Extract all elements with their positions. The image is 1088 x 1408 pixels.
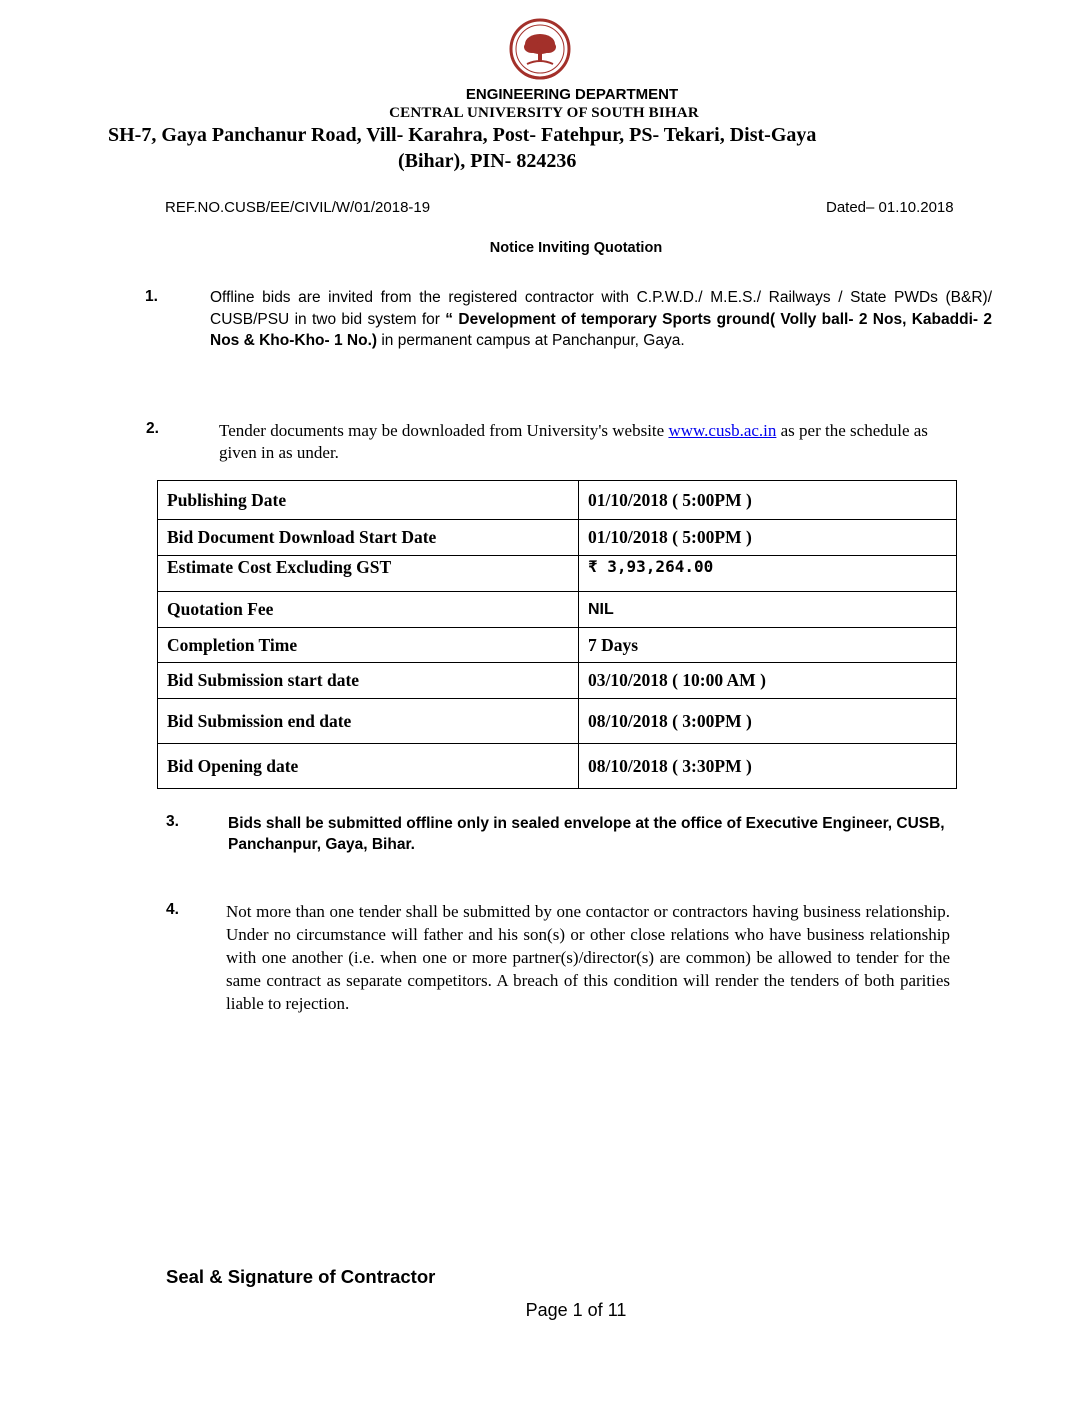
reference-number: REF.NO.CUSB/EE/CIVIL/W/01/2018-19 (165, 199, 431, 216)
para-1-text-before: Offline bids are invited from the registered contractor with C.P.W.D./ M.E.S./ Railways / State PWDs (B&R)/ CUSB/PSU in two bid system for (210, 289, 992, 328)
university-logo (509, 18, 571, 84)
schedule-value: ₹ 3,93,264.00 (579, 556, 957, 592)
schedule-value: 03/10/2018 ( 10:00 AM ) (579, 663, 957, 699)
schedule-value: NIL (579, 592, 957, 628)
page-number: Page 1 of 11 (525, 1300, 627, 1320)
table-row (158, 592, 957, 628)
seal-signature-label: Seal & Signature of Contractor (166, 1266, 436, 1287)
schedule-label: Publishing Date (158, 481, 579, 520)
table-row (158, 663, 957, 699)
para-4-number: 4. (166, 901, 179, 918)
schedule-table (157, 480, 957, 789)
schedule-label: Bid Document Download Start Date (158, 520, 579, 556)
address-line-2: (Bihar), PIN- 824236 (398, 150, 577, 172)
schedule-label: Bid Submission end date (158, 699, 579, 744)
notice-title: Notice Inviting Quotation (489, 240, 663, 256)
schedule-value: 08/10/2018 ( 3:00PM ) (579, 699, 957, 744)
schedule-label: Bid Opening date (158, 744, 579, 789)
table-row (158, 520, 957, 556)
para-3-number: 3. (166, 813, 179, 830)
table-row (158, 744, 957, 789)
table-row (158, 556, 957, 592)
table-row (158, 481, 957, 520)
schedule-value: 01/10/2018 ( 5:00PM ) (579, 481, 957, 520)
department-heading: ENGINEERING DEPARTMENT (465, 86, 679, 103)
para-3: Bids shall be submitted offline only in sealed envelope at the office of Executive Engineer, CUSB, Panchanpur, Gaya, Bihar. (228, 815, 945, 853)
para-2 (219, 420, 954, 464)
schedule-value: 7 Days (579, 628, 957, 663)
schedule-label: Bid Submission start date (158, 663, 579, 699)
schedule-label: Estimate Cost Excluding GST (158, 556, 579, 592)
schedule-label: Quotation Fee (158, 592, 579, 628)
para-2-text-before: Tender documents may be downloaded from University's website (219, 421, 669, 440)
para-4: Not more than one tender shall be submitted by one contactor or contractors having business relationship. Under no circumstance will father and his son(s) or other close relations who have business relationship with one another (i.e. when one or more partner(s)/director(s) are common) be allowed to tender for the same contract as separate competitors. A breach of this condition will render the tenders of both parities liable to rejection. (226, 902, 950, 1013)
address-line-1: SH-7, Gaya Panchanur Road, Vill- Karahra, Post- Fatehpur, PS- Tekari, Dist-Gaya (108, 124, 817, 146)
para-1-text-after: in permanent campus at Panchanpur, Gaya. (377, 332, 685, 349)
para-1-number: 1. (145, 288, 158, 305)
para-2-number: 2. (146, 420, 159, 437)
schedule-value: 08/10/2018 ( 3:30PM ) (579, 744, 957, 789)
table-row (158, 628, 957, 663)
table-row (158, 699, 957, 744)
dated: Dated– 01.10.2018 (826, 199, 954, 216)
website-link[interactable]: www.cusb.ac.in (668, 421, 777, 440)
para-2-text-after: as per the schedule as given in as under. (219, 421, 928, 462)
schedule-label: Completion Time (158, 628, 579, 663)
para-1-work-name: “ Development of temporary Sports ground( Volly ball- 2 Nos, Kabaddi- 2 Nos & Kho-Kho- 1 No.) (210, 310, 992, 349)
university-name: CENTRAL UNIVERSITY OF SOUTH BIHAR (389, 105, 699, 121)
schedule-value: 01/10/2018 ( 5:00PM ) (579, 520, 957, 556)
para-1 (210, 287, 992, 352)
